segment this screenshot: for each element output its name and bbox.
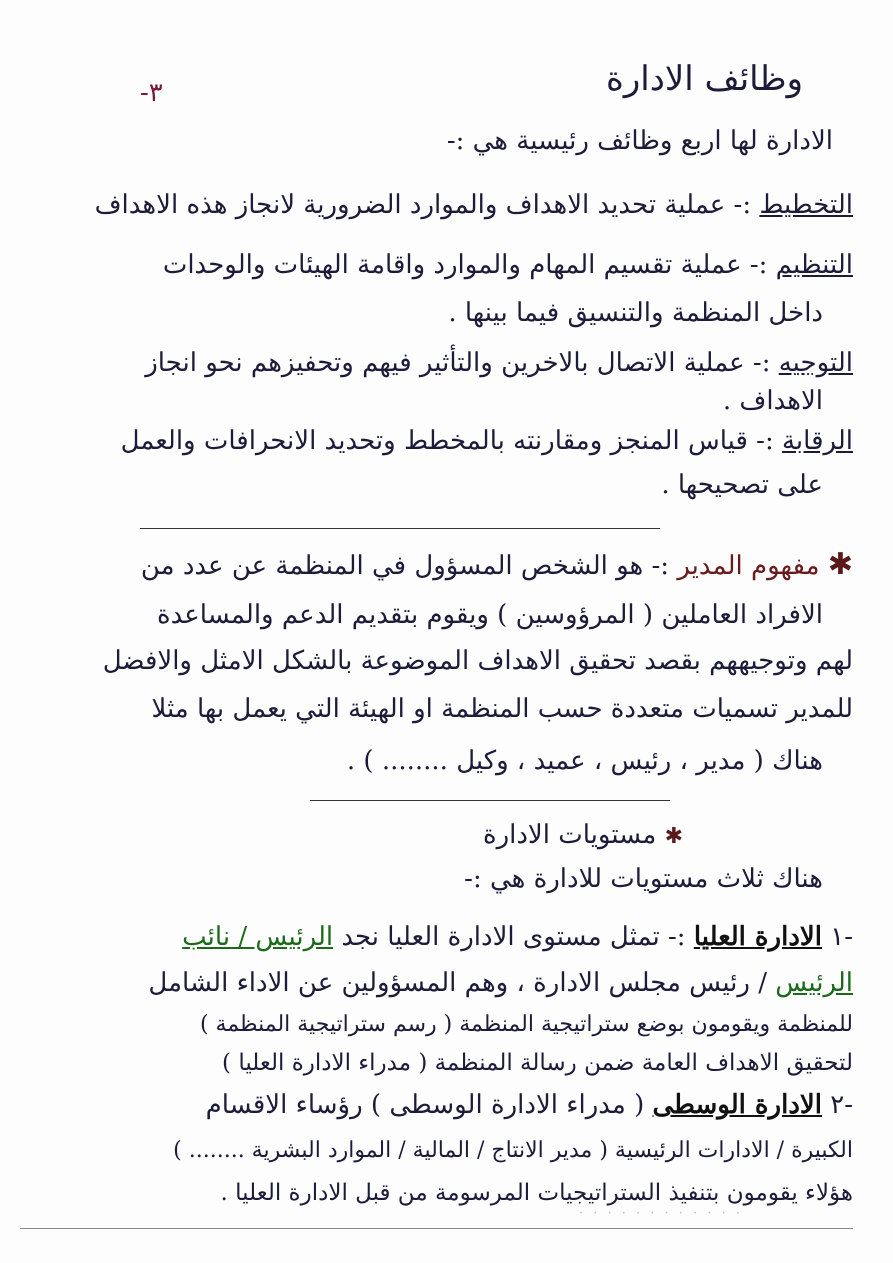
top-management-text-1: :- تمثل مستوى الادارة العليا نجد — [341, 922, 686, 952]
middle-management-line-2: الكبيرة / الادارات الرئيسية ( مدير الانتاج / المالية / الموارد البشرية ........ ) — [173, 1138, 853, 1163]
directing-term: التوجيه — [778, 348, 853, 378]
controlling-text: :- قياس المنجز ومقارنته بالمخطط وتحديد الانحرافات والعمل — [120, 426, 774, 456]
top-management-line-3: للمنظمة ويقومون بوضع ستراتيجية المنظمة ( رسم ستراتيجية المنظمة ) — [199, 1012, 853, 1037]
organizing-text: :- عملية تقسيم المهام والموارد واقامة الهيئات والوحدات — [162, 250, 768, 280]
top-management-line-1 — [40, 920, 853, 954]
middle-management-term: الادارة الوسطى — [652, 1090, 822, 1120]
manager-concept-line-5: هناك ( مدير ، رئيس ، عميد ، وكيل ........ ) . — [346, 746, 823, 776]
top-management-line-4: لتحقيق الاهداف العامة ضمن رسالة المنظمة ( مدراء الادارة العليا ) — [222, 1050, 853, 1076]
middle-management-number: -٢ — [830, 1090, 853, 1120]
page-title: وظائف الادارة — [606, 59, 803, 99]
manager-concept-line-4: للمدير تسميات متعددة حسب المنظمة او الهيئة التي يعمل بها مثلا — [151, 694, 853, 724]
faint-bleed-through: · · · · · · · · · · · · — [578, 1206, 743, 1221]
top-management-green-2: الرئيس — [775, 968, 853, 998]
controlling-definition — [40, 424, 853, 458]
section-divider-1 — [140, 528, 660, 529]
middle-management-line-3: هؤلاء يقومون بتنفيذ الستراتيجيات المرسومة من قبل الادارة العليا . — [220, 1180, 853, 1206]
page-number: -٣ — [140, 78, 163, 108]
planning-definition — [40, 188, 853, 222]
middle-management-text-1: ( مدراء الادارة الوسطى ) رؤساء الاقسام — [205, 1090, 645, 1120]
middle-management-line-1 — [40, 1088, 853, 1122]
planning-text: :- عملية تحديد الاهداف والموارد الضرورية لانجاز هذه الاهداف — [94, 190, 752, 220]
manager-concept-term: مفهوم المدير — [677, 551, 820, 581]
planning-term: التخطيط — [759, 190, 853, 220]
manager-concept-text: :- هو الشخص المسؤول في المنظمة عن عدد من — [140, 551, 670, 581]
organizing-term: التنظيم — [775, 250, 853, 280]
organizing-continuation: داخل المنظمة والتنسيق فيما بينها . — [448, 298, 823, 328]
top-management-text-2: / رئيس مجلس الادارة ، وهم المسؤولين عن الاداء الشامل — [148, 968, 767, 998]
manager-concept-line-1 — [40, 548, 853, 583]
levels-intro: هناك ثلاث مستويات للادارة هي :- — [464, 864, 823, 894]
manager-concept-line-2: الافراد العاملين ( المرؤوسين ) ويقوم بتقديم الدعم والمساعدة — [156, 600, 823, 630]
directing-definition — [40, 346, 853, 380]
functions-intro: الادارة لها اربع وظائف رئيسية هي :- — [446, 126, 833, 156]
manager-concept-line-3: لهم وتوجيههم بقصد تحقيق الاهداف الموضوعة بالشكل الامثل والافضل — [102, 646, 853, 676]
levels-heading-text: مستويات الادارة — [482, 820, 657, 850]
top-management-green-1: الرئيس / نائب — [182, 922, 334, 952]
top-management-term: الادارة العليا — [693, 922, 822, 952]
organizing-definition — [40, 248, 853, 282]
asterisk-icon: ✱ — [827, 547, 853, 582]
controlling-term: الرقابة — [781, 426, 853, 456]
section-divider-2 — [310, 800, 670, 801]
directing-continuation: الاهداف . — [722, 386, 823, 416]
levels-heading — [40, 818, 683, 854]
top-management-number: -١ — [830, 922, 853, 952]
controlling-continuation: على تصحيحها . — [661, 470, 823, 500]
directing-text: :- عملية الاتصال بالاخرين والتأثير فيهم وتحفيزهم نحو انجاز — [145, 348, 771, 378]
top-management-line-2 — [40, 966, 853, 1000]
bottom-rule — [20, 1228, 853, 1229]
asterisk-small-icon: ✱ — [664, 824, 683, 849]
